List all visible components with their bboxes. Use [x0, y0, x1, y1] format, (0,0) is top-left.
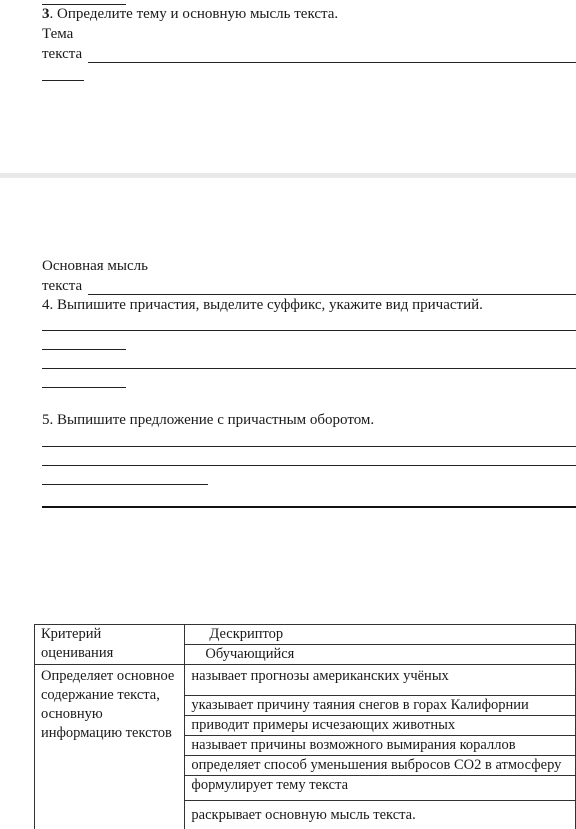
student-header-cell	[185, 645, 576, 665]
section-divider	[42, 506, 576, 508]
descriptor-cell	[185, 776, 576, 801]
criterion-header-line2: оценивания	[41, 645, 114, 661]
descriptor-header-cell	[185, 625, 576, 645]
page-break	[0, 173, 576, 178]
descriptor-text: указывает причину таяния снегов в горах Калифорнии	[191, 697, 529, 713]
descriptor-header: Дескриптор	[209, 626, 284, 642]
descriptor-text: называет причины возможного вымирания кораллов	[191, 737, 516, 753]
task5-answer-line-3[interactable]	[42, 484, 208, 485]
descriptor-cell	[185, 696, 576, 716]
theme-answer-line[interactable]	[88, 62, 576, 63]
task4-answer-line-2[interactable]	[42, 349, 126, 350]
descriptor-cell	[185, 801, 576, 829]
descriptor-cell	[185, 756, 576, 776]
descriptor-text: приводит примеры исчезающих животных	[191, 717, 456, 733]
criterion-header-cell	[35, 625, 185, 665]
descriptor-cell	[185, 736, 576, 756]
task3-number: 3	[42, 6, 50, 22]
answer-line	[42, 4, 126, 5]
criterion-line4: информацию текстов	[41, 725, 172, 741]
criterion-header-line1: Критерий	[41, 626, 102, 642]
criterion-line2: содержание текста,	[41, 687, 160, 703]
descriptor-text: называет прогнозы американских учёных	[191, 668, 449, 684]
theme-label-cont: текста	[42, 46, 83, 62]
criteria-table	[34, 624, 576, 829]
task5-answer-line-2[interactable]	[42, 465, 576, 466]
student-header: Обучающийся	[205, 646, 295, 662]
criterion-line1: Определяет основное	[41, 668, 175, 684]
theme-answer-line-cont[interactable]	[42, 80, 84, 81]
task4-answer-line-4[interactable]	[42, 387, 126, 388]
table-header-row	[35, 625, 576, 645]
main-idea-answer-line[interactable]	[88, 294, 576, 295]
task5-answer-line-1[interactable]	[42, 446, 576, 447]
task4-answer-line-1[interactable]	[42, 330, 576, 331]
theme-label: Тема	[42, 26, 74, 42]
main-idea-label: Основная мысль	[42, 258, 148, 274]
descriptor-text: раскрывает основную мысль текста.	[191, 807, 416, 823]
task4-heading: 4. Выпишите причастия, выделите суффикс, укажите вид причастий.	[42, 297, 483, 313]
task4-answer-line-3[interactable]	[42, 368, 576, 369]
descriptor-cell	[185, 665, 576, 696]
criterion-line3: основную	[41, 706, 103, 722]
descriptor-text: определяет способ уменьшения выбросов СО2 в атмосферу	[191, 757, 562, 773]
descriptor-text: формулирует тему текста	[191, 777, 349, 793]
criterion-cell	[35, 665, 185, 829]
main-idea-label-cont: текста	[42, 278, 83, 294]
task3-text: . Определите тему и основную мысль текста.	[49, 6, 339, 22]
task3-heading	[42, 6, 338, 23]
table-row	[35, 665, 576, 696]
descriptor-cell	[185, 716, 576, 736]
task5-heading: 5. Выпишите предложение с причастным оборотом.	[42, 412, 375, 428]
